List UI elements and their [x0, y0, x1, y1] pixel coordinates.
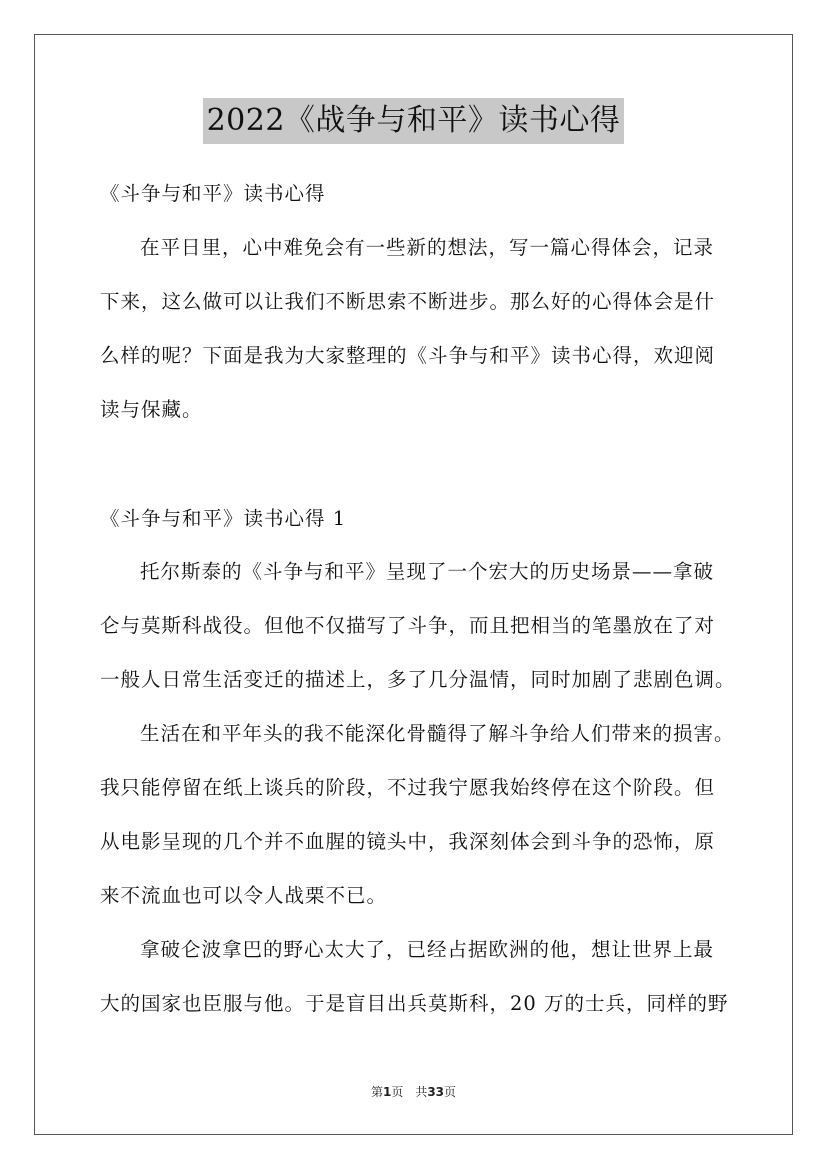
paragraph-line: 来不流血也可以令人战栗不已。 [100, 884, 388, 907]
paragraph-line: 一般人日常生活变迁的描述上，多了几分温情，同时加剧了悲剧色调。 [100, 668, 736, 691]
section-heading: 《斗争与和平》读书心得 1 [100, 507, 347, 530]
footer-prefix: 第 [370, 1085, 383, 1099]
paragraph-line: 读与保藏。 [100, 398, 203, 421]
paragraph-line: 仑与莫斯科战役。但他不仅描写了斗争，而且把相当的笔墨放在了对 [100, 614, 716, 637]
footer-suffix: 页 [444, 1085, 457, 1099]
paragraph-line: 在平日里，心中难免会有一些新的想法，写一篇心得体会，记录 [140, 236, 715, 259]
paragraph-line: 生活在和平年头的我不能深化骨髓得了解斗争给人们带来的损害。 [140, 722, 735, 745]
title-container [0, 98, 827, 144]
document-subtitle: 《斗争与和平》读书心得 [100, 182, 326, 205]
paragraph-line: 么样的呢？下面是我为大家整理的《斗争与和平》读书心得，欢迎阅 [100, 344, 716, 367]
paragraph-line: 托尔斯泰的《斗争与和平》呈现了一个宏大的历史场景——拿破 [140, 560, 715, 583]
document-title: 2022《战争与和平》读书心得 [203, 98, 625, 144]
page-footer [0, 1083, 827, 1100]
total-page-count: 33 [427, 1085, 445, 1099]
paragraph-line: 大的国家也臣服与他。于是盲目出兵莫斯科，20 万的士兵，同样的野 [100, 992, 729, 1015]
paragraph-line: 我只能停留在纸上谈兵的阶段，不过我宁愿我始终停在这个阶段。但 [100, 776, 716, 799]
current-page-number: 1 [382, 1085, 392, 1099]
paragraph-line: 拿破仑波拿巴的野心太大了，已经占据欧洲的他，想让世界上最 [140, 938, 715, 961]
footer-mid: 页 共 [391, 1085, 428, 1099]
paragraph-line: 下来，这么做可以让我们不断思索不断进步。那么好的心得体会是什 [100, 290, 716, 313]
paragraph-line: 从电影呈现的几个并不血腥的镜头中，我深刻体会到斗争的恐怖，原 [100, 830, 716, 853]
